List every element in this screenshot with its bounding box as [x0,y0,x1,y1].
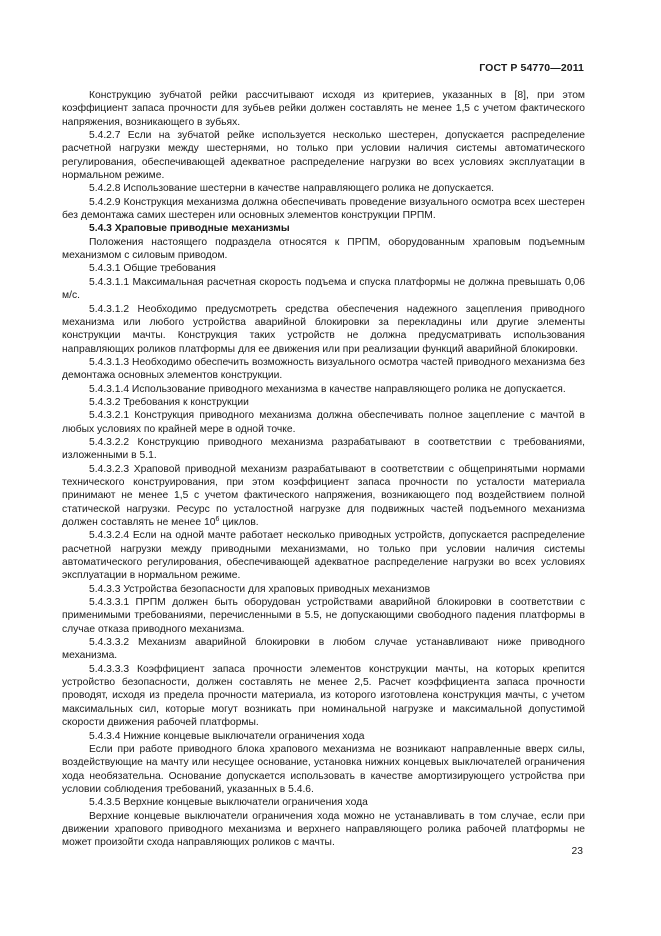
subsection-heading: 5.4.3.3 Устройства безопасности для храповых приводных механизмов [89,583,431,595]
paragraph: Положения настоящего подраздела относятся к ПРПМ, оборудованным храповым подъемным механизмом с силовым приводом. [62,236,585,262]
paragraph: 5.4.3.2.2 Конструкцию приводного механизма разрабатывают в соответствии с требованиями, изложенными в 5.1. [62,436,585,462]
paragraph-text: 5.4.3.2.3 Храповой приводной механизм разрабатывают в соответствии с общепринятыми нормами технического конструирования, при этом коэффициент запаса прочности по усталости материала принимают не менее 1,5 с учетом фактического напряжения, возникающего под воздействием полной статической нагрузки. Ресурс по усталостной нагрузке для подвижных частей подъемного механизма должен составлять не менее 10 [62,463,585,528]
paragraph: 5.4.2.8 Использование шестерни в качестве направляющего ролика не допускается. [89,183,495,195]
fatigue-suffix: циклов. [219,517,259,528]
section-heading: 5.4.3 Храповые приводные механизмы [89,223,290,235]
paragraph: 5.4.2.7 Если на зубчатой рейке используется несколько шестерен, допускается распределение расчетной нагрузки между шестернями, но только при условии наличия системы автоматического регулирования, обеспечивающей адекватное распределение нагрузки во всех условиях эксплуатации в нормальном режиме. [62,130,585,182]
paragraph: Верхние концевые выключатели ограничения хода можно не устанавливать в том случае, если при движении храпового приводного механизма и верхнего направляющего ролика рабочей платформы не может произойти схода направляющих роликов с мачты. [62,810,585,849]
subsection-heading: 5.4.3.5 Верхние концевые выключатели ограничения хода [89,797,368,809]
paragraph: 5.4.3.2.4 Если на одной мачте работает несколько приводных устройств, допускается распределение расчетной нагрузки между приводными механизмами, но только при условии наличия системы автоматического регулирования, обеспечивающей адекватное распределение нагрузки во всех условиях эксплуатации в нормальном режиме. [62,530,585,582]
paragraph: 5.4.3.2.1 Конструкция приводного механизма должна обеспечивать полное зацепление с мачтой в любых условиях по крайней мере в одной точке. [62,410,585,435]
paragraph: 5.4.3.3.3 Коэффициент запаса прочности элементов конструкции мачты, на которых крепится устройство безопасности, должен составлять не менее 2,5. Расчет коэффициента запаса прочности проводят, исходя из предела прочности материала, из которого изготовлена конструкция мачты, с учетом максимальных сил, которые могут возникать при номинальной нагрузке и максимальной допустимой скорости движения рабочей платформы. [62,663,585,729]
paragraph: Если при работе приводного блока храпового механизма не возникают направленные вверх силы, воздействующие на мачту или несущее основание, установка нижних концевых выключателей ограничения хода необязательна. Основание допускается использовать в качестве амортизирующего устройства при условии соблюдения требований, указанных в 5.4.6. [62,743,585,795]
paragraph: Конструкцию зубчатой рейки рассчитывают исходя из критериев, указанных в [8], при этом коэффициент запаса прочности для зубьев рейки должен составлять не менее 1,5 с учетом фактического напряжения, возникающего в зубьях. [62,90,585,128]
subsection-heading: 5.4.3.4 Нижние концевые выключатели ограничения хода [89,730,365,742]
paragraph: 5.4.3.1.3 Необходимо обеспечить возможность визуального осмотра частей приводного механизма без демонтажа основных элементов конструкции. [62,356,585,382]
paragraph: 5.4.3.1.2 Необходимо предусмотреть средства обеспечения надежного зацепления приводного механизма или любого устройства аварийной блокировки за перекладины или другие элементы конструкции мачты. Конструкция таких устройств не должна предусматривать использования направляющих роликов платформы для ее движения или при реализации функций аварийной блокировки. [62,303,585,355]
paragraph: 5.4.3.3.1 ПРПМ должен быть оборудован устройствами аварийной блокировки в соответствии с применимыми требованиями, перечисленными в 5.5, не допускающими свободного падения платформы в случае отказа приводного механизма. [62,597,585,635]
page-number: 23 [571,846,583,857]
paragraph [62,463,585,530]
paragraph: 5.4.2.9 Конструкция механизма должна обеспечивать проведение визуального осмотра всех шестерен без демонтажа самих шестерен или основных элементов конструкции ПРПМ. [62,196,585,222]
document-code: ГОСТ Р 54770—2011 [479,62,584,74]
paragraph: 5.4.3.1.1 Максимальная расчетная скорость подъема и спуска платформы не должна превышать 0,06 м/с. [62,276,585,302]
paragraph: 5.4.3.3.2 Механизм аварийной блокировки в любом случае устанавливают ниже приводного механизма. [62,637,585,662]
subsection-heading: 5.4.3.2 Требования к конструкции [89,396,249,408]
document-body [62,89,585,850]
subsection-heading: 5.4.3.1 Общие требования [89,263,216,275]
paragraph: 5.4.3.1.4 Использование приводного механизма в качестве направляющего ролика не допускается. [89,383,566,395]
fatigue-exponent: 6 [215,516,220,523]
